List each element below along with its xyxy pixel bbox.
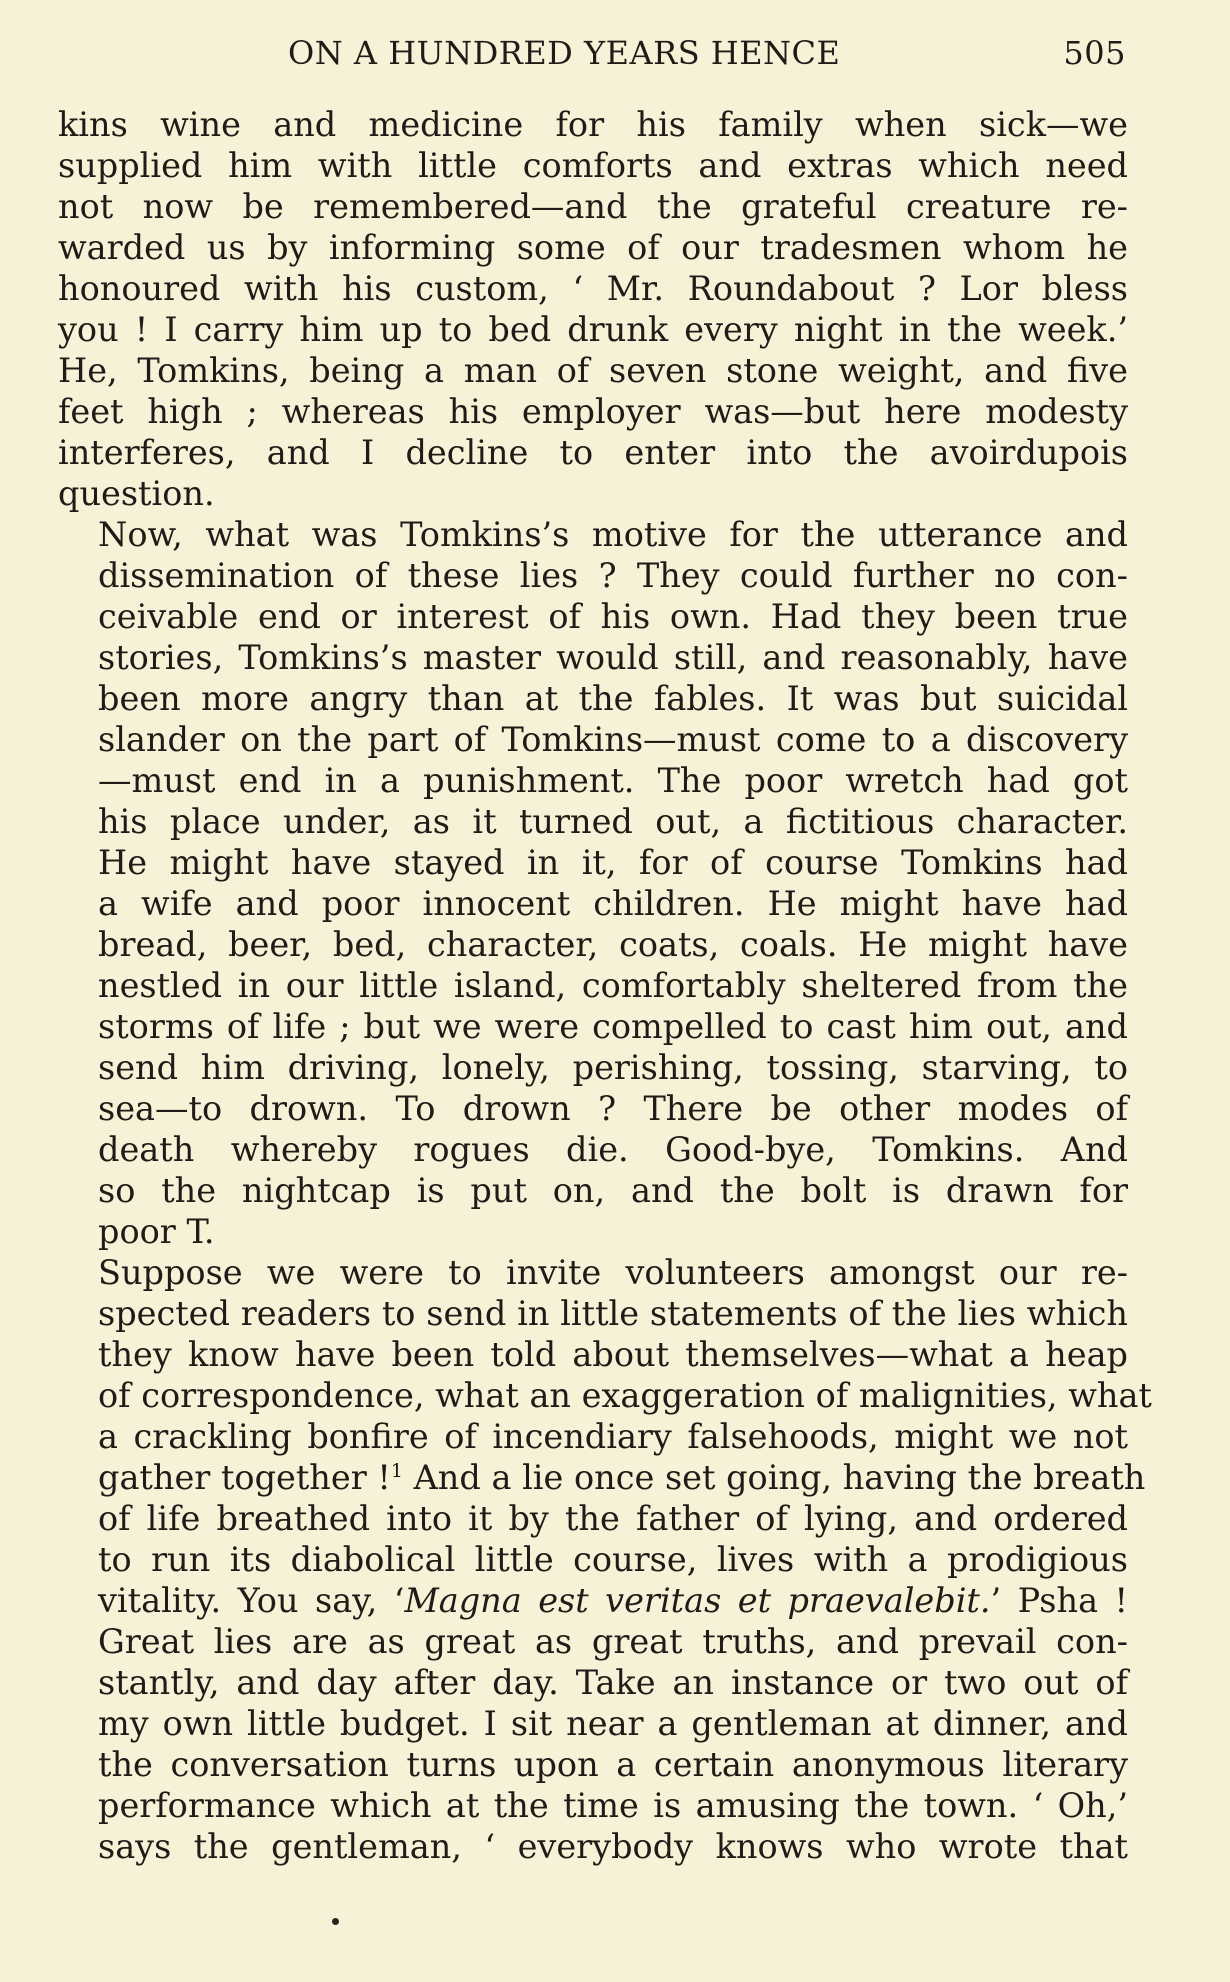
text-line: stories, Tomkins’s master would still, and reasonably, have bbox=[98, 638, 1128, 677]
text-line: you ! I carry him up to bed drunk every night in the week.’ bbox=[58, 310, 1128, 349]
text-line: sea—to drown. To drown ? There be other modes of bbox=[98, 1089, 1128, 1128]
text-line: ceivable end or interest of his own. Had they been true bbox=[98, 597, 1128, 636]
text-line: death whereby rogues die. Good-bye, Tomkins. And bbox=[98, 1130, 1128, 1169]
text-line: says the gentleman, ‘ everybody knows who wrote that bbox=[98, 1827, 1128, 1866]
text-line: interferes, and I decline to enter into the avoirdupois bbox=[58, 433, 1128, 472]
text-line: kins wine and medicine for his family when sick—we bbox=[58, 105, 1128, 144]
text-line: honoured with his custom, ‘ Mr. Roundabout ? Lor bless bbox=[58, 269, 1128, 308]
text-line: his place under, as it turned out, a fictitious character. bbox=[98, 802, 1128, 841]
footnote-text-before: gather together ! bbox=[98, 1458, 391, 1497]
text-line: bread, beer, bed, character, coats, coals. He might have bbox=[98, 925, 1128, 964]
paragraph-2 bbox=[58, 514, 1128, 1252]
text-line: a crackling bonfire of incendiary falsehoods, might we not bbox=[98, 1417, 1128, 1456]
text-line: to run its diabolical little course, lives with a prodigious bbox=[98, 1540, 1128, 1579]
running-head bbox=[58, 34, 1126, 74]
paragraph-1 bbox=[58, 104, 1128, 514]
text-line: of correspondence, what an exaggeration of malignities, what bbox=[98, 1376, 1152, 1415]
text-line: spected readers to send in little statements of the lies which bbox=[98, 1294, 1128, 1333]
latin-quote-before: vitality. You say, ‘ bbox=[98, 1581, 405, 1620]
text-line: they know have been told about themselves—what a heap bbox=[98, 1335, 1128, 1374]
footnote-reference: 1 bbox=[390, 1459, 403, 1482]
text-line: —must end in a punishment. The poor wretch had got bbox=[98, 761, 1128, 800]
body-text bbox=[58, 104, 1152, 1867]
text-line: He might have stayed in it, for of course Tomkins had bbox=[98, 843, 1128, 882]
text-line: a wife and poor innocent children. He might have had bbox=[98, 884, 1128, 923]
page-mark bbox=[332, 1918, 339, 1925]
latin-quote-line bbox=[58, 1580, 1128, 1621]
text-line: dissemination of these lies ? They could further no con- bbox=[98, 556, 1128, 595]
text-line: He, Tomkins, being a man of seven stone weight, and five bbox=[58, 351, 1128, 390]
text-line: warded us by informing some of our tradesmen whom he bbox=[58, 228, 1128, 267]
latin-quote-after: ’ Psha ! bbox=[990, 1581, 1129, 1620]
text-line: poor T. bbox=[98, 1212, 215, 1251]
text-line: the conversation turns upon a certain anonymous literary bbox=[98, 1745, 1128, 1784]
text-line: performance which at the time is amusing the town. ‘ Oh,’ bbox=[98, 1786, 1128, 1825]
text-line: storms of life ; but we were compelled to cast him out, and bbox=[98, 1007, 1128, 1046]
text-line: been more angry than at the fables. It was but suicidal bbox=[98, 679, 1128, 718]
text-line: so the nightcap is put on, and the bolt is drawn for bbox=[98, 1171, 1128, 1210]
text-line: slander on the part of Tomkins—must come to a discovery bbox=[98, 720, 1128, 759]
text-line: my own little budget. I sit near a gentleman at dinner, and bbox=[98, 1704, 1128, 1743]
paragraph-3 bbox=[58, 1252, 1152, 1867]
page-number: 505 bbox=[1063, 34, 1126, 72]
latin-quote: Magna est veritas et praevalebit. bbox=[404, 1581, 991, 1620]
text-line: question. bbox=[58, 474, 215, 513]
footnote-line bbox=[58, 1457, 1146, 1498]
text-line: Now, what was Tomkins’s motive for the utterance and bbox=[98, 515, 1128, 554]
footnote-text-after: And a lie once set going, having the breath bbox=[402, 1458, 1146, 1497]
text-line: not now be remembered—and the grateful creature re- bbox=[58, 187, 1128, 226]
text-line: send him driving, lonely, perishing, tossing, starving, to bbox=[98, 1048, 1128, 1087]
text-line: Great lies are as great as great truths, and prevail con- bbox=[98, 1622, 1128, 1661]
running-title: ON A HUNDRED YEARS HENCE bbox=[288, 34, 841, 72]
text-line: Suppose we were to invite volunteers amongst our re- bbox=[98, 1253, 1128, 1292]
text-line: supplied him with little comforts and extras which need bbox=[58, 146, 1128, 185]
text-line: feet high ; whereas his employer was—but here modesty bbox=[58, 392, 1128, 431]
text-line: nestled in our little island, comfortably sheltered from the bbox=[98, 966, 1128, 1005]
text-line: stantly, and day after day. Take an instance or two out of bbox=[98, 1663, 1128, 1702]
text-line: of life breathed into it by the father of lying, and ordered bbox=[98, 1499, 1128, 1538]
